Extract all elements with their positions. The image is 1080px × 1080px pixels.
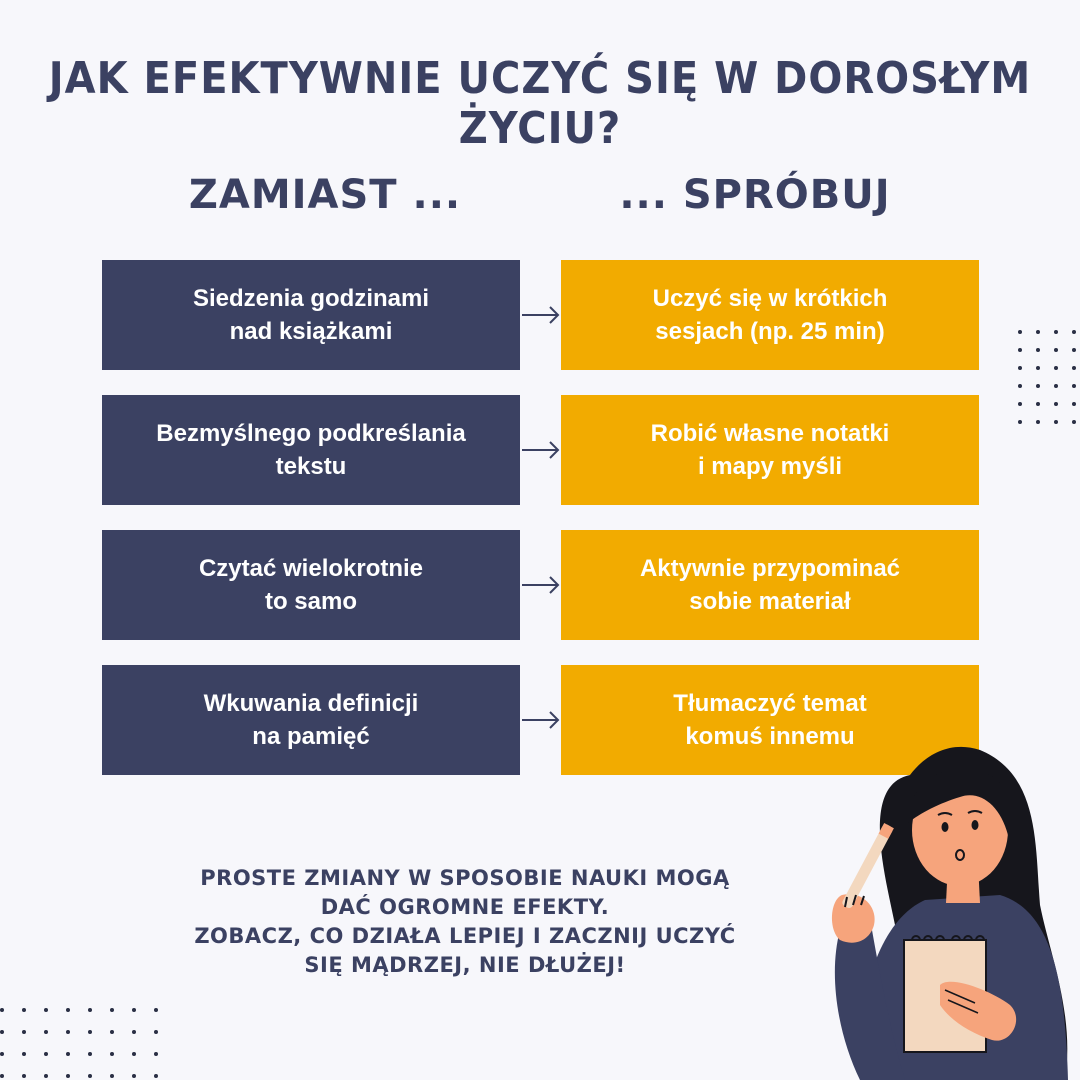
- dot: [1036, 348, 1040, 352]
- dot: [0, 1008, 4, 1012]
- arrow-right-icon: [520, 304, 561, 326]
- dot: [66, 1074, 70, 1078]
- dot: [22, 1074, 26, 1078]
- try-box: Tłumaczyć temat komuś innemu: [561, 665, 979, 775]
- dot: [1036, 330, 1040, 334]
- dot: [110, 1074, 114, 1078]
- instead-box: Bezmyślnego podkreślania tekstu: [102, 395, 520, 505]
- closing-line: SIĘ MĄDRZEJ, NIE DŁUŻEJ!: [304, 953, 626, 977]
- dot: [0, 1030, 4, 1034]
- woman-thinking-illustration: [800, 735, 1080, 1080]
- instead-box: Siedzenia godzinami nad książkami: [102, 260, 520, 370]
- dot: [22, 1030, 26, 1034]
- try-box: Aktywnie przypominać sobie materiał: [561, 530, 979, 640]
- decorative-dots: [0, 1008, 185, 1080]
- arrow-right-icon: [520, 574, 561, 596]
- dot: [110, 1030, 114, 1034]
- dot: [22, 1008, 26, 1012]
- dot: [66, 1052, 70, 1056]
- dot: [1072, 402, 1076, 406]
- column-heading-instead: ZAMIAST ...: [188, 172, 462, 218]
- dot: [110, 1008, 114, 1012]
- dot: [1054, 402, 1058, 406]
- arrow-right-icon: [520, 439, 561, 461]
- dot: [1036, 420, 1040, 424]
- dot: [44, 1030, 48, 1034]
- dot: [44, 1008, 48, 1012]
- dot: [110, 1052, 114, 1056]
- dot: [1018, 402, 1022, 406]
- dot: [88, 1074, 92, 1078]
- try-box: Robić własne notatki i mapy myśli: [561, 395, 979, 505]
- dot: [1036, 366, 1040, 370]
- dot: [1072, 366, 1076, 370]
- dot: [132, 1052, 136, 1056]
- comparison-row: [0, 260, 1080, 370]
- column-heading-try: ... SPRÓBUJ: [619, 172, 891, 218]
- dot: [1054, 348, 1058, 352]
- dot: [1054, 366, 1058, 370]
- dot: [1054, 384, 1058, 388]
- try-box: Uczyć się w krótkich sesjach (np. 25 min): [561, 260, 979, 370]
- closing-line: PROSTE ZMIANY W SPOSOBIE NAUKI MOGĄ: [200, 866, 730, 890]
- page-title: JAK EFEKTYWNIE UCZYĆ SIĘ W DOROSŁYM ŻYCIU?: [48, 54, 1032, 154]
- dot: [1018, 384, 1022, 388]
- dot: [88, 1052, 92, 1056]
- dot: [1036, 402, 1040, 406]
- dot: [1018, 348, 1022, 352]
- comparison-row: [0, 395, 1080, 505]
- comparison-row: [0, 530, 1080, 640]
- dot: [154, 1052, 158, 1056]
- dot: [0, 1074, 4, 1078]
- dot: [66, 1030, 70, 1034]
- dot: [154, 1008, 158, 1012]
- dot: [154, 1030, 158, 1034]
- dot: [1054, 330, 1058, 334]
- dot: [44, 1052, 48, 1056]
- instead-box: Czytać wielokrotnie to samo: [102, 530, 520, 640]
- dot: [1018, 420, 1022, 424]
- dot: [1036, 384, 1040, 388]
- dot: [88, 1008, 92, 1012]
- dot: [132, 1030, 136, 1034]
- dot: [1072, 420, 1076, 424]
- dot: [1018, 330, 1022, 334]
- arrow-right-icon: [520, 709, 561, 731]
- closing-line: ZOBACZ, CO DZIAŁA LEPIEJ I ZACZNIJ UCZYĆ: [194, 924, 736, 948]
- dot: [132, 1008, 136, 1012]
- dot: [44, 1074, 48, 1078]
- dot: [1072, 384, 1076, 388]
- dot: [154, 1074, 158, 1078]
- dot: [88, 1030, 92, 1034]
- instead-box: Wkuwania definicji na pamięć: [102, 665, 520, 775]
- dot: [1018, 366, 1022, 370]
- closing-message: [150, 864, 780, 980]
- decorative-dots: [1018, 330, 1080, 422]
- dot: [22, 1052, 26, 1056]
- dot: [0, 1052, 4, 1056]
- dot: [1054, 420, 1058, 424]
- closing-line: DAĆ OGROMNE EFEKTY.: [320, 895, 610, 919]
- dot: [1072, 348, 1076, 352]
- dot: [132, 1074, 136, 1078]
- dot: [66, 1008, 70, 1012]
- dot: [1072, 330, 1076, 334]
